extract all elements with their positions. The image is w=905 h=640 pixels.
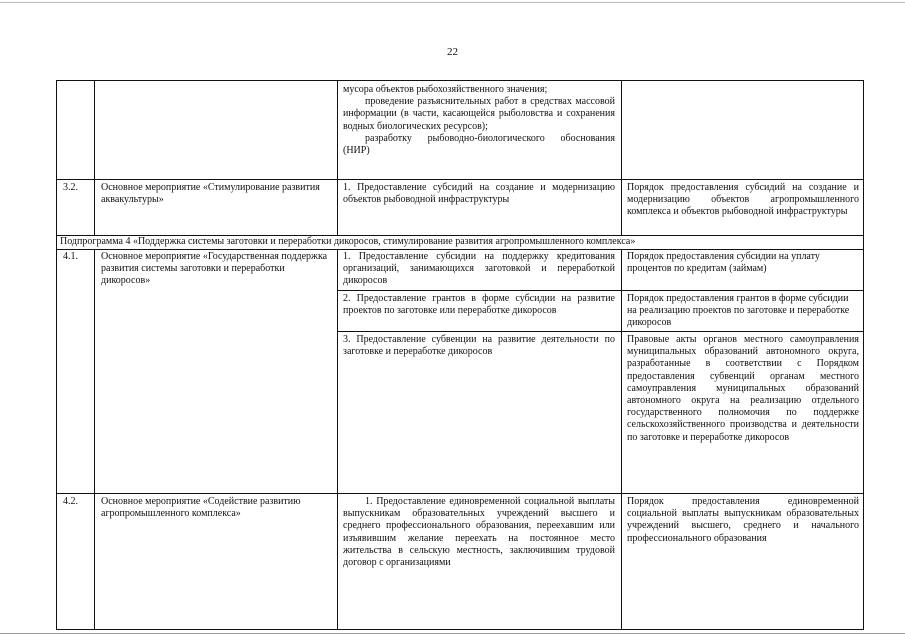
activity-line: разработку рыбоводно-биологического обоснования (НИР) [343,132,615,157]
measures-table [56,80,864,630]
regulation-cell: Порядок предоставления субсидии на уплату процентов по кредитам (займам) [627,251,820,275]
activity-cell [343,84,615,157]
measure-name: Основное мероприятие «Государственная поддержка развития системы заготовки и переработки дикоросов» [101,251,328,287]
subprogram-title: Подпрограмма 4 «Поддержка системы заготовки и переработки дикоросов, стимулирование развития агропромышленного комплекса» [60,236,636,247]
row-number: 4.2. [63,496,78,507]
activity-cell: 2. Предоставление грантов в форме субсидии на развитие проектов по заготовке или переработке дикоросов [343,293,615,317]
activity-cell: 1. Предоставление единовременной социальной выплаты выпускникам образовательных учреждений высшего и среднего профессионального образования, переехавшим или изъявившим желание переехать на постоянное место жительства в сельскую местность, заключившим трудовой договор с организациями [343,496,615,569]
subprogram-row [57,235,863,249]
activity-cell: 1. Предоставление субсидий на создание и модернизацию объектов рыбоводной инфраструктуры [343,182,615,206]
scan-bottom-edge [0,633,905,634]
measure-name: Основное мероприятие «Стимулирование развития аквакультуры» [101,182,320,206]
regulation-cell: Правовые акты органов местного самоуправления муниципальных образований автономного округа, разработанные в соответствии с Порядком предоставления субвенций органам местного самоуправления муниципальных образований автономного округа на реализацию отдельного государственного полномочия по поддержке сельскохозяйственного производства и деятельности по заготовке и переработке дикоросов [627,334,859,443]
row-number: 3.2. [63,182,78,193]
table-row [57,249,863,493]
table-row [57,81,863,179]
regulation-cell: Порядок предоставления грантов в форме субсидии на реализацию проектов по заготовке и переработке дикоросов [627,293,850,329]
regulation-cell: Порядок предоставления единовременной социальной выплаты выпускникам образовательных учреждений высшего, среднего и начального профессионального образования [627,496,859,544]
activity-cell: 3. Предоставление субвенции на развитие деятельности по заготовке и переработке дикоросов [343,334,615,358]
activity-cell: 1. Предоставление субсидии на поддержку кредитования организаций, занимающихся заготовкой и переработкой дикоросов [343,251,615,287]
measure-name: Основное мероприятие «Содействие развитию агропромышленного комплекса» [101,496,301,520]
activity-line: проведение разъяснительных работ в средствах массовой информации (в части, касающейся рыболовства и сохранения водных биологических ресурсов); [343,96,615,132]
row-number: 4.1. [63,251,78,262]
table-row [57,493,863,629]
page-number: 22 [447,46,458,58]
regulation-cell: Порядок предоставления субсидий на создание и модернизацию объектов агропромышленного комплекса и объектов рыбоводной инфраструктуры [627,182,859,218]
table-row [57,179,863,235]
activity-line: мусора объектов рыбохозяйственного значения; [343,84,548,95]
scan-top-edge [0,2,905,3]
